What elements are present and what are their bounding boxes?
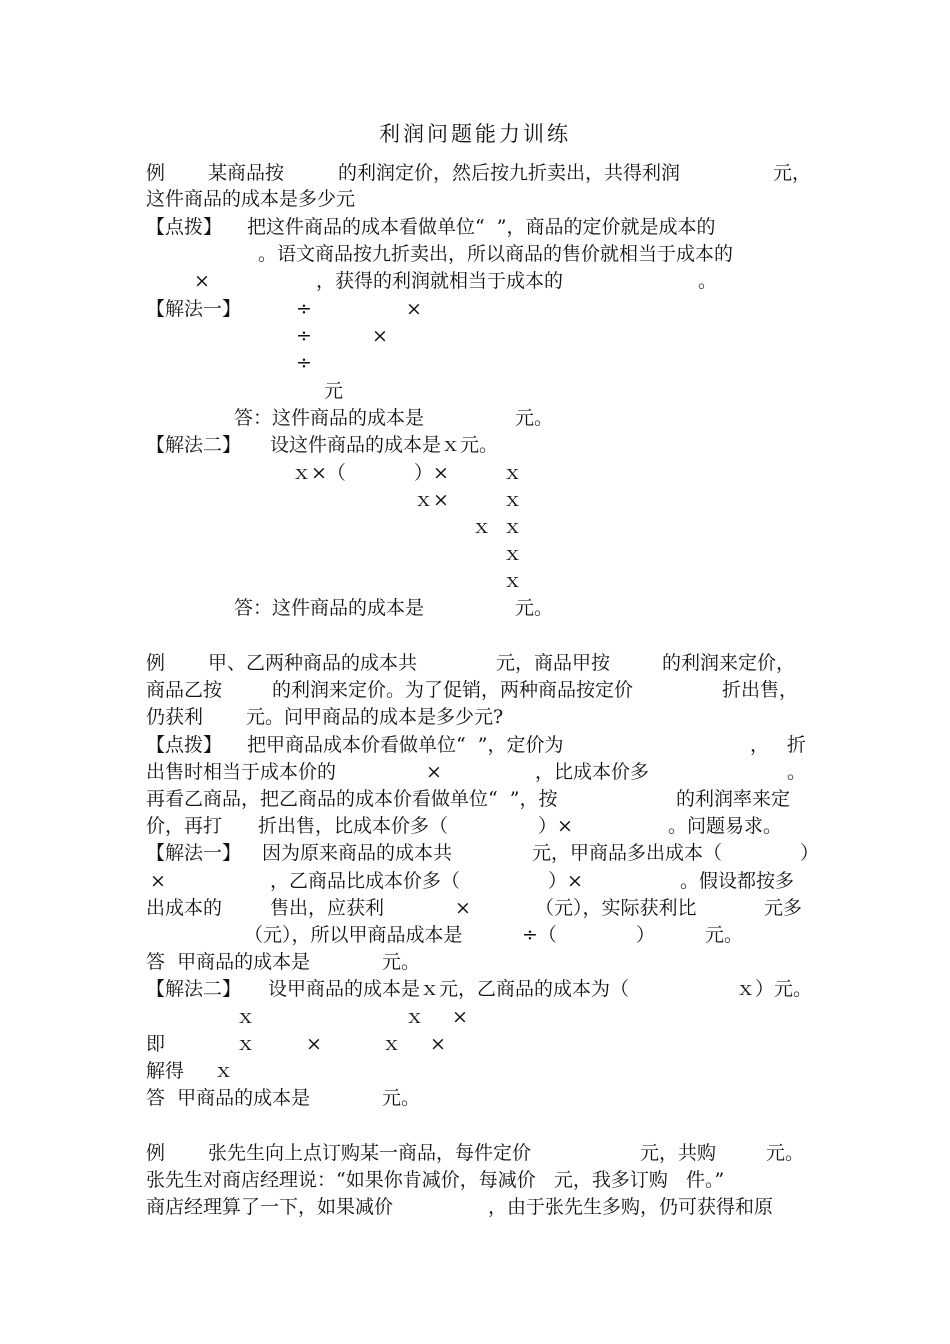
text: 的利润率来定 bbox=[676, 788, 791, 810]
equation: ｘ bbox=[503, 516, 523, 538]
equation: ｘ bbox=[382, 1033, 402, 1055]
text: 再看乙商品，把乙商品的成本价看做单位“ ”，按 bbox=[146, 788, 558, 810]
equation: ｘ bbox=[503, 543, 523, 565]
text: 的利润来定价。为了促销，两种商品按定价 bbox=[272, 679, 634, 701]
equation: × bbox=[452, 1006, 468, 1028]
method-tag: 【解法一】 bbox=[146, 842, 242, 864]
text: 价，再打 bbox=[146, 815, 223, 837]
text: ｘ）元。 bbox=[736, 978, 813, 1000]
text: 元。问甲商品的成本是多少元? bbox=[246, 706, 504, 728]
text: 折出售， bbox=[722, 679, 799, 701]
text: ，比成本价多 bbox=[535, 761, 650, 783]
text: 的利润定价，然后按九折卖出，共得利润 bbox=[338, 162, 681, 184]
text: 商品乙按 bbox=[146, 679, 223, 701]
text: 。语文商品按九折卖出，所以商品的售价就相当于成本的 bbox=[258, 243, 734, 265]
text: 元多 bbox=[764, 897, 803, 919]
hint-tag: 【点拨】 bbox=[146, 734, 223, 756]
method-tag: 【解法二】 bbox=[146, 978, 242, 1000]
text: 元，甲商品多出成本（ bbox=[532, 842, 723, 864]
text: （元），实际获利比 bbox=[535, 897, 697, 919]
equation: ｘ× bbox=[414, 489, 449, 511]
text: ，乙商品比成本价多（ bbox=[270, 870, 461, 892]
text: ，获得的利润就相当于成本的 bbox=[316, 270, 564, 292]
text: ÷ bbox=[296, 352, 312, 374]
text: 甲、乙两种商品的成本共 bbox=[208, 652, 418, 674]
equation: ｘ bbox=[236, 1006, 256, 1028]
text: 元，共购 bbox=[640, 1142, 717, 1164]
text: （元），所以甲商品成本是 bbox=[244, 924, 463, 946]
text: 张先生对商店经理说：“如果你肯减价，每减价 元，我多订购 件。” bbox=[146, 1169, 725, 1191]
text: ÷ bbox=[296, 298, 312, 320]
text: 仍获利 bbox=[146, 706, 204, 728]
text: 元。 bbox=[705, 924, 744, 946]
answer: 答：这件商品的成本是 bbox=[234, 597, 425, 619]
text: 折出售，比成本价多（ bbox=[258, 815, 449, 837]
text: 把这件商品的成本看做单位“ ”，商品的定价就是成本的 bbox=[247, 216, 716, 238]
text: 元 bbox=[324, 380, 344, 402]
text: 折 bbox=[787, 734, 807, 756]
answer: 元。 bbox=[515, 597, 554, 619]
text: ÷ bbox=[296, 325, 312, 347]
equation: ｘ bbox=[405, 1006, 425, 1028]
text: × bbox=[426, 761, 442, 783]
text: 的利润来定价， bbox=[662, 652, 796, 674]
text: 出售时相当于成本价的 bbox=[146, 761, 337, 783]
text: 元。 bbox=[766, 1142, 805, 1164]
answer: 元。 bbox=[515, 407, 554, 429]
text: 设这件商品的成本是ｘ元。 bbox=[270, 434, 499, 456]
equation: × bbox=[430, 1033, 446, 1055]
text: 张先生向上点订购某一商品，每件定价 bbox=[208, 1142, 532, 1164]
text: 因为原来商品的成本共 bbox=[262, 842, 453, 864]
text: 出成本的 bbox=[146, 897, 223, 919]
text: ÷（ bbox=[522, 924, 557, 946]
equation: 即 bbox=[146, 1033, 166, 1055]
equation: ）× bbox=[414, 462, 449, 484]
text: × bbox=[372, 325, 388, 347]
text: × bbox=[406, 298, 422, 320]
equation: × bbox=[306, 1033, 322, 1055]
text: × bbox=[455, 897, 471, 919]
text: 设甲商品的成本是ｘ元，乙商品的成本为（ bbox=[268, 978, 630, 1000]
text: 元， bbox=[773, 162, 812, 184]
equation: ｘ bbox=[503, 570, 523, 592]
answer: 元。 bbox=[382, 951, 421, 973]
example-label: 例 bbox=[146, 652, 166, 674]
equation: ｘ bbox=[503, 462, 523, 484]
text: 元，商品甲按 bbox=[496, 652, 611, 674]
text: 。 bbox=[698, 270, 718, 292]
text: ）× bbox=[548, 870, 583, 892]
page-title: 利润问题能力训练 bbox=[379, 122, 571, 146]
answer: 答 甲商品的成本是 bbox=[146, 1087, 311, 1109]
text: 这件商品的成本是多少元 bbox=[146, 188, 356, 210]
text: 。问题易求。 bbox=[668, 815, 783, 837]
text: × bbox=[194, 270, 210, 292]
equation: ｘ×（ bbox=[292, 462, 346, 484]
method-tag: 【解法二】 bbox=[146, 434, 242, 456]
text: 商店经理算了一下，如果减价 bbox=[146, 1196, 394, 1218]
text: 某商品按 bbox=[208, 162, 285, 184]
text: ，由于张先生多购，仍可获得和原 bbox=[488, 1196, 774, 1218]
text: × bbox=[150, 870, 166, 892]
example-label: 例 bbox=[146, 1142, 166, 1164]
text: 。 bbox=[787, 761, 807, 783]
text: ）× bbox=[538, 815, 573, 837]
equation: ｘ bbox=[472, 516, 492, 538]
text: ） bbox=[636, 924, 656, 946]
hint-tag: 【点拨】 bbox=[146, 216, 223, 238]
answer: 答：这件商品的成本是 bbox=[234, 407, 425, 429]
answer: 答 甲商品的成本是 bbox=[146, 951, 311, 973]
text: 售出，应获利 bbox=[270, 897, 385, 919]
method-tag: 【解法一】 bbox=[146, 298, 242, 320]
equation: 解得 bbox=[146, 1060, 185, 1082]
text: ， bbox=[750, 734, 770, 756]
equation: ｘ bbox=[214, 1060, 234, 1082]
text: 。假设都按多 bbox=[680, 870, 795, 892]
answer: 元。 bbox=[382, 1087, 421, 1109]
text: ） bbox=[800, 842, 820, 864]
equation: ｘ bbox=[236, 1033, 256, 1055]
equation: ｘ bbox=[503, 489, 523, 511]
text: 把甲商品成本价看做单位“ ”，定价为 bbox=[247, 734, 564, 756]
example-label: 例 bbox=[146, 162, 166, 184]
